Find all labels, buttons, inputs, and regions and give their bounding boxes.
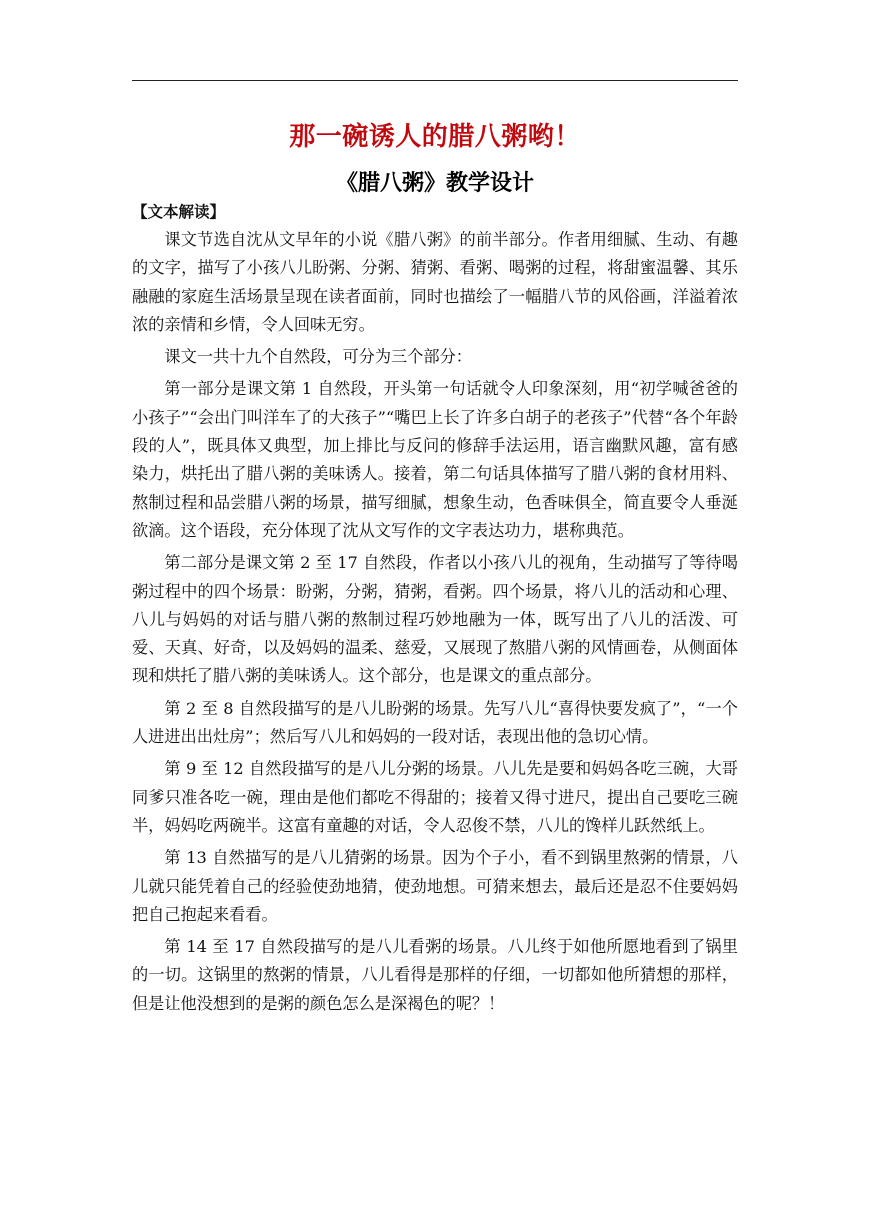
paragraph-structure: 课文一共十九个自然段，可分为三个部分： <box>164 347 472 367</box>
paragraph-waiting-scene: 第 2 至 8 自然段描写的是八儿盼粥的场景。先写八儿“喜得快要发疯了”，“一个人进进出出灶房”；然后写八儿和妈妈的一段对话，表现出他的急切心情。 <box>132 698 738 747</box>
paragraph-sharing-scene: 第 9 至 12 自然段描写的是八儿分粥的场景。八儿先是要和妈妈各吃三碗，大哥同爹只准各吃一碗，理由是他们都吃不得甜的；接着又得寸进尺，提出自己要吃三碗半，妈妈吃两碗半。这富有童趣的对话，令人忍俊不禁，八儿的馋样儿跃然纸上。 <box>132 759 738 835</box>
paragraph-watching-scene: 第 14 至 17 自然段描写的是八儿看粥的场景。八儿终于如他所愿地看到了锅里的一切。这锅里的熬粥的情景，八儿看得是那样的仔细，一切都如他所猜想的那样，但是让他没想到的是粥的颜色怎么是深褐色的呢？！ <box>132 937 738 1013</box>
sub-title: 《腊八粥》教学设计 <box>335 170 534 196</box>
header-rule <box>132 80 738 81</box>
document-body <box>132 112 738 1022</box>
paragraph-intro: 课文节选自沈从文早年的小说《腊八粥》的前半部分。作者用细腻、生动、有趣的文字，描写了小孩八儿盼粥、分粥、猜粥、看粥、喝粥的过程，将甜蜜温馨、其乐融融的家庭生活场景呈现在读者面前，同时也描绘了一幅腊八节的风俗画，洋溢着浓浓的亲情和乡情，令人回味无穷。 <box>132 230 738 334</box>
paragraph-part-two: 第二部分是课文第 2 至 17 自然段，作者以小孩八儿的视角，生动描写了等待喝粥过程中的四个场景：盼粥，分粥，猜粥，看粥。四个场景，将八儿的活动和心理、八儿与妈妈的对话与腊八粥的熬制过程巧妙地融为一体，既写出了八儿的活泼、可爱、天真、好奇，以及妈妈的温柔、慈爱，又展现了熬腊八粥的风情画卷，从侧面体现和烘托了腊八粥的美味诱人。这个部分，也是课文的重点部分。 <box>132 553 738 686</box>
paragraph-guessing-scene: 第 13 自然描写的是八儿猜粥的场景。因为个子小，看不到锅里熬粥的情景，八儿就只能凭着自己的经验使劲地猜，使劲地想。可猜来想去，最后还是忍不住要妈妈把自己抱起来看看。 <box>132 848 738 924</box>
section-heading: 【文本解读】 <box>132 202 226 221</box>
paragraph-part-one: 第一部分是课文第 1 自然段，开头第一句话就令人印象深刻，用“初学喊爸爸的小孩子”“会出门叫洋车了的大孩子”“嘴巴上长了许多白胡子的老孩子”代替“各个年龄段的人”，既具体又典型，加上排比与反问的修辞手法运用，语言幽默风趣，富有感染力，烘托出了腊八粥的美味诱人。接着，第二句话具体描写了腊八粥的食材用料、熬制过程和品尝腊八粥的场景，描写细腻，想象生动，色香味俱全，简直要令人垂涎欲滴。这个语段，充分体现了沈从文写作的文字表达功力，堪称典范。 <box>132 379 738 540</box>
main-title: 那一碗诱人的腊八粥哟！ <box>289 122 581 152</box>
